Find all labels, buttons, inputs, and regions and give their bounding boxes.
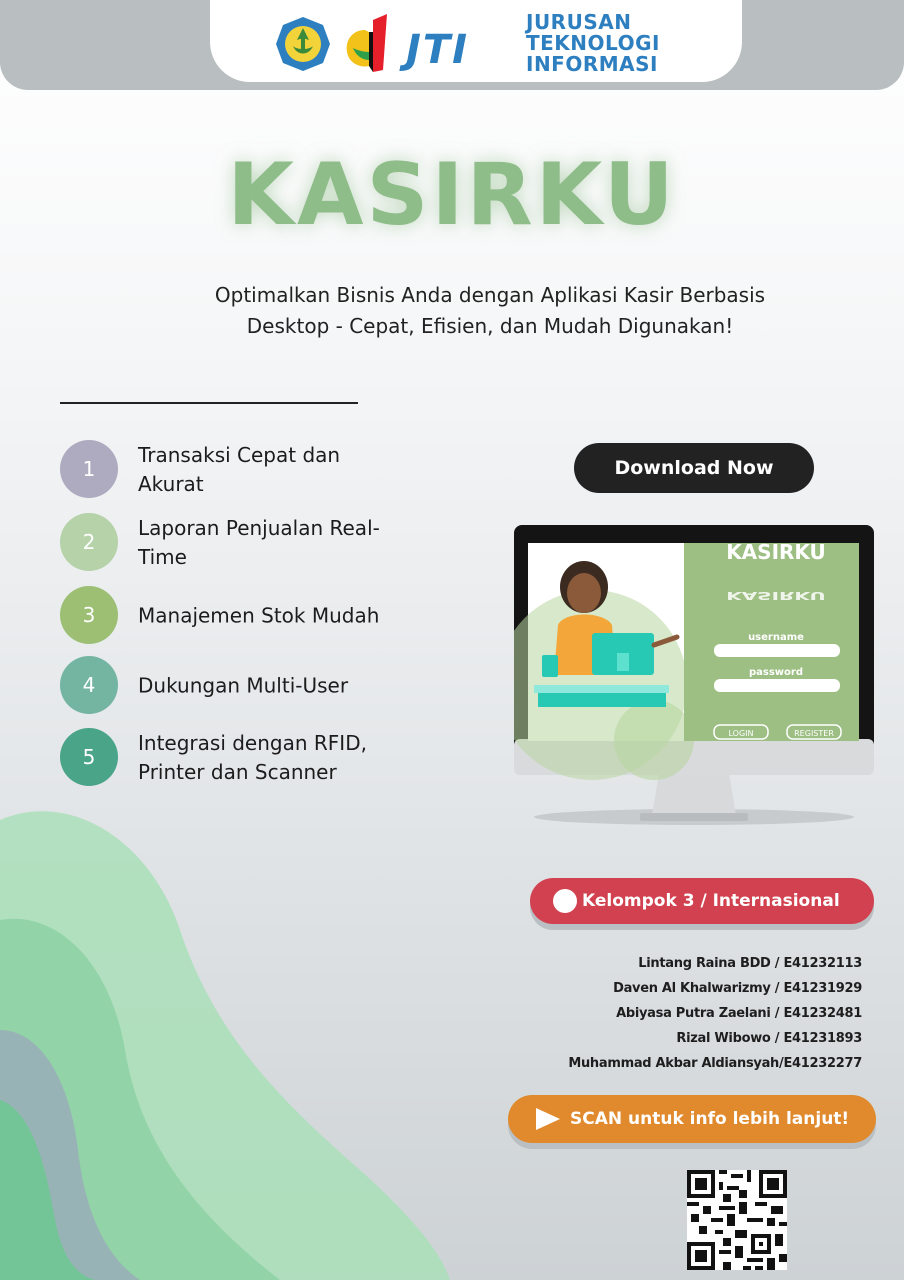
dept-line: JURUSAN [526, 10, 632, 34]
feature-item [60, 440, 420, 500]
app-preview-title: KASIRKU [726, 540, 826, 564]
member-item: Abiyasa Putra Zaelani / E41232481 [616, 1006, 862, 1021]
app-preview-monitor [514, 525, 874, 825]
app-username-label: username [748, 632, 804, 643]
member-item: Muhammad Akbar Aldiansyah/E41232277 [568, 1056, 862, 1071]
member-item: Lintang Raina BDD / E41232113 [638, 956, 862, 971]
app-login-button: LOGIN [728, 729, 754, 738]
brand-d-logo-icon [343, 12, 395, 74]
feature-item [60, 513, 420, 573]
feature-number-badge: 1 [60, 440, 118, 498]
member-item: Daven Al Khalwarizmy / E41231929 [613, 981, 862, 996]
qr-code-icon[interactable] [687, 1170, 787, 1270]
dept-line: TEKNOLOGI [526, 31, 660, 55]
department-name [526, 12, 660, 75]
scan-banner [508, 1095, 876, 1143]
page-title: KASIRKU [227, 145, 677, 245]
feature-item [60, 728, 420, 788]
feature-text: Dukungan Multi-User [138, 673, 349, 698]
download-button[interactable]: Download Now [574, 443, 814, 493]
play-arrow-icon [536, 1108, 560, 1130]
jti-logo-text: JTI [406, 27, 470, 73]
feature-item [60, 586, 420, 646]
app-register-button: REGISTER [794, 729, 834, 738]
group-label: Kelompok 3 / Internasional [582, 891, 840, 911]
member-list [568, 951, 862, 1076]
feature-text: Integrasi dengan RFID, Printer dan Scanner [138, 731, 367, 784]
dept-line: INFORMASI [526, 52, 658, 76]
feature-number-badge: 4 [60, 656, 118, 714]
divider [60, 402, 358, 404]
feature-text: Manajemen Stok Mudah [138, 603, 380, 628]
feature-number-badge: 3 [60, 586, 118, 644]
feature-item [60, 656, 420, 716]
feature-number-badge: 5 [60, 728, 118, 786]
svg-text:KASIRKU: KASIRKU [726, 589, 826, 603]
member-item: Rizal Wibowo / E41231893 [676, 1031, 862, 1046]
app-password-label: password [748, 667, 804, 678]
scan-label: SCAN untuk info lebih lanjut! [570, 1109, 850, 1129]
circle-icon [553, 889, 577, 913]
feature-text: Transaksi Cepat dan Akurat [138, 443, 341, 496]
feature-text: Laporan Penjualan Real-Time [138, 516, 380, 569]
tagline: Optimalkan Bisnis Anda dengan Aplikasi Kasir Berbasis Desktop - Cepat, Efisien, dan Mudah Digunakan! [214, 283, 766, 338]
group-badge [530, 878, 874, 924]
university-seal-icon [275, 16, 331, 72]
feature-number-badge: 2 [60, 513, 118, 571]
decorative-waves [0, 800, 450, 1280]
